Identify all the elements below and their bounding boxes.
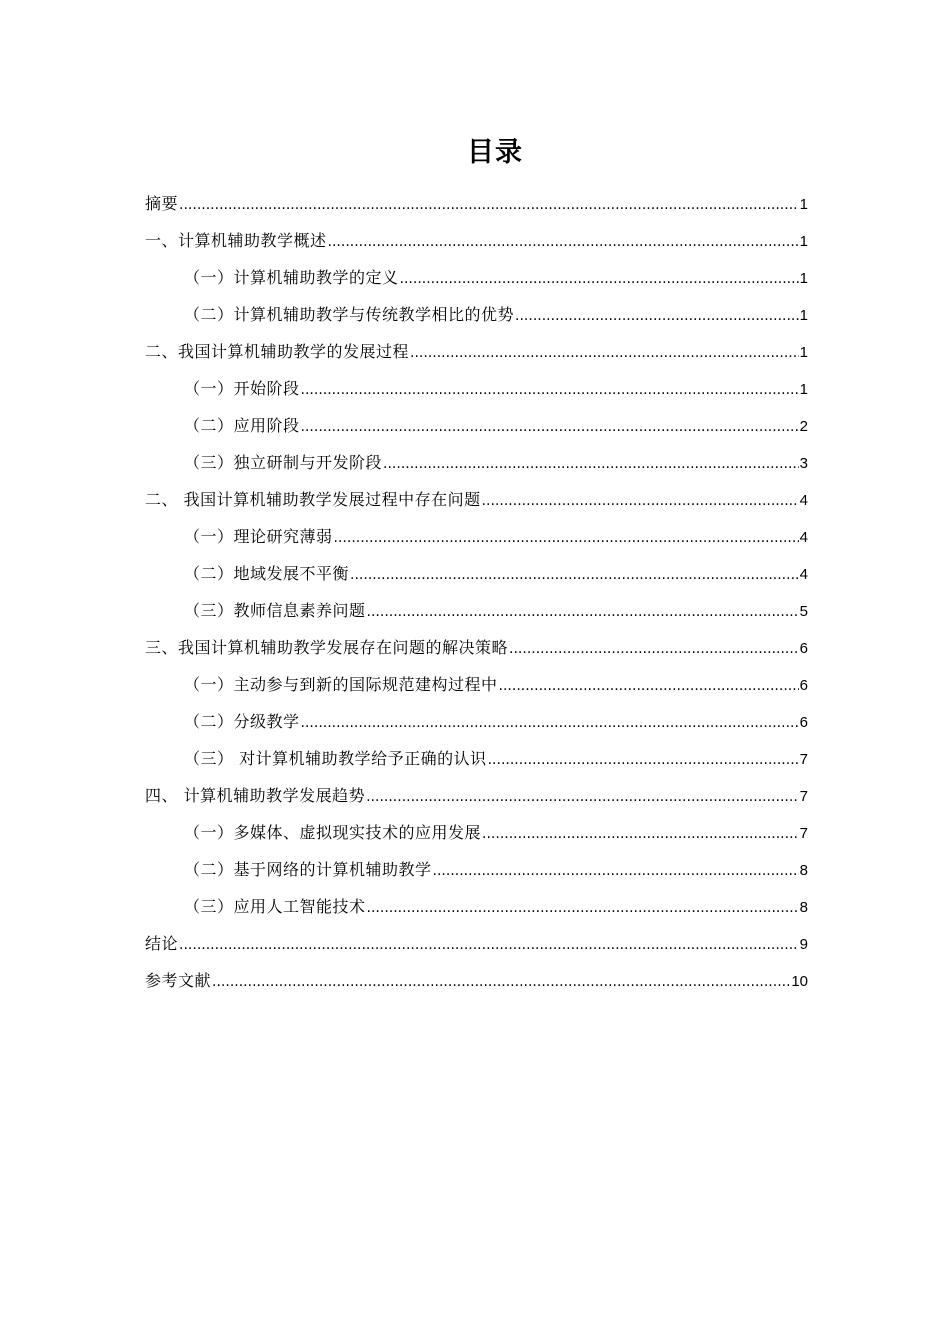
toc-entry-page-number: 6 (799, 677, 808, 694)
toc-dot-leader (499, 672, 799, 700)
toc-entry[interactable] (145, 634, 808, 671)
toc-dot-leader (482, 487, 799, 515)
toc-entry-page-number: 7 (799, 825, 808, 842)
toc-entry[interactable] (145, 560, 808, 597)
toc-entry-page-number: 8 (799, 862, 808, 879)
toc-entry-text: （二）地域发展不平衡 (184, 564, 350, 583)
toc-entry-text: （一）理论研究薄弱 (184, 527, 333, 546)
toc-entry-page-number: 1 (799, 381, 808, 398)
toc-entry[interactable] (145, 967, 808, 1004)
toc-entry[interactable] (145, 745, 808, 782)
toc-entry-page-number: 10 (791, 973, 808, 990)
toc-entry-page-number: 1 (799, 344, 808, 361)
toc-entry-page-number: 5 (799, 603, 808, 620)
toc-entry-page-number: 7 (799, 788, 808, 805)
toc-entry[interactable] (145, 227, 808, 264)
toc-entry-text: 四、 计算机辅助教学发展趋势 (145, 786, 366, 805)
toc-entry-text: （一）开始阶段 (184, 379, 300, 398)
toc-entry[interactable] (145, 301, 808, 338)
toc-dot-leader (350, 561, 799, 589)
toc-dot-leader (301, 709, 799, 737)
toc-entry-text: 三、我国计算机辅助教学发展存在问题的解决策略 (145, 638, 509, 657)
toc-entry[interactable] (145, 375, 808, 412)
toc-entry-page-number: 1 (799, 196, 808, 213)
toc-dot-leader (301, 376, 799, 404)
toc-entry-text: 二、 我国计算机辅助教学发展过程中存在问题 (145, 490, 481, 509)
toc-entry-text: 二、我国计算机辅助教学的发展过程 (145, 342, 410, 361)
toc-entry[interactable] (145, 412, 808, 449)
toc-entry[interactable] (145, 597, 808, 634)
toc-entry[interactable] (145, 338, 808, 375)
toc-entry-text: 结论 (145, 934, 179, 953)
toc-entry-text: （三）独立研制与开发阶段 (184, 453, 383, 472)
toc-entry-page-number: 1 (799, 233, 808, 250)
toc-entry[interactable] (145, 449, 808, 486)
toc-dot-leader (212, 968, 790, 996)
toc-dot-leader (509, 635, 799, 663)
toc-entry-page-number: 7 (799, 751, 808, 768)
table-of-contents (145, 190, 808, 1004)
toc-dot-leader (301, 413, 799, 441)
toc-dot-leader (482, 820, 799, 848)
toc-entry[interactable] (145, 708, 808, 745)
toc-entry-page-number: 9 (799, 936, 808, 953)
toc-entry-page-number: 3 (799, 455, 808, 472)
toc-dot-leader (400, 265, 799, 293)
toc-dot-leader (383, 450, 799, 478)
toc-entry[interactable] (145, 190, 808, 227)
toc-entry-text: （二）计算机辅助教学与传统教学相比的优势 (184, 305, 515, 324)
toc-entry[interactable] (145, 782, 808, 819)
toc-entry[interactable] (145, 930, 808, 967)
toc-dot-leader (515, 302, 799, 330)
toc-entry[interactable] (145, 264, 808, 301)
toc-entry-text: 一、计算机辅助教学概述 (145, 231, 327, 250)
toc-entry-text: （三） 对计算机辅助教学给予正确的认识 (184, 749, 487, 768)
toc-entry-page-number: 2 (799, 418, 808, 435)
toc-entry-text: （二）基于网络的计算机辅助教学 (184, 860, 432, 879)
toc-dot-leader (179, 191, 799, 219)
toc-entry-page-number: 1 (799, 307, 808, 324)
toc-entry-page-number: 6 (799, 640, 808, 657)
toc-entry[interactable] (145, 819, 808, 856)
toc-entry-text: （一）计算机辅助教学的定义 (184, 268, 399, 287)
toc-entry-text: （一）主动参与到新的国际规范建构过程中 (184, 675, 498, 694)
toc-dot-leader (367, 894, 799, 922)
toc-entry-page-number: 8 (799, 899, 808, 916)
toc-entry-text: （二）分级教学 (184, 712, 300, 731)
toc-entry-page-number: 4 (799, 566, 808, 583)
toc-dot-leader (433, 857, 799, 885)
toc-dot-leader (179, 931, 799, 959)
toc-dot-leader (488, 746, 799, 774)
toc-dot-leader (366, 783, 799, 811)
toc-entry-page-number: 4 (799, 529, 808, 546)
toc-entry[interactable] (145, 486, 808, 523)
toc-entry[interactable] (145, 856, 808, 893)
toc-dot-leader (410, 339, 799, 367)
toc-entry[interactable] (145, 671, 808, 708)
toc-entry-text: （三）应用人工智能技术 (184, 897, 366, 916)
toc-entry-text: （一）多媒体、虚拟现实技术的应用发展 (184, 823, 482, 842)
toc-dot-leader (334, 524, 799, 552)
toc-entry-text: 参考文献 (145, 971, 212, 990)
toc-entry-page-number: 6 (799, 714, 808, 731)
toc-entry-page-number: 1 (799, 270, 808, 287)
toc-dot-leader (328, 228, 799, 256)
toc-entry-text: （二）应用阶段 (184, 416, 300, 435)
toc-entry-text: 摘要 (145, 194, 179, 213)
toc-entry[interactable] (145, 523, 808, 560)
toc-dot-leader (367, 598, 799, 626)
toc-entry[interactable] (145, 893, 808, 930)
toc-entry-page-number: 4 (799, 492, 808, 509)
toc-entry-text: （三）教师信息素养问题 (184, 601, 366, 620)
toc-title: 目录 (467, 137, 523, 168)
